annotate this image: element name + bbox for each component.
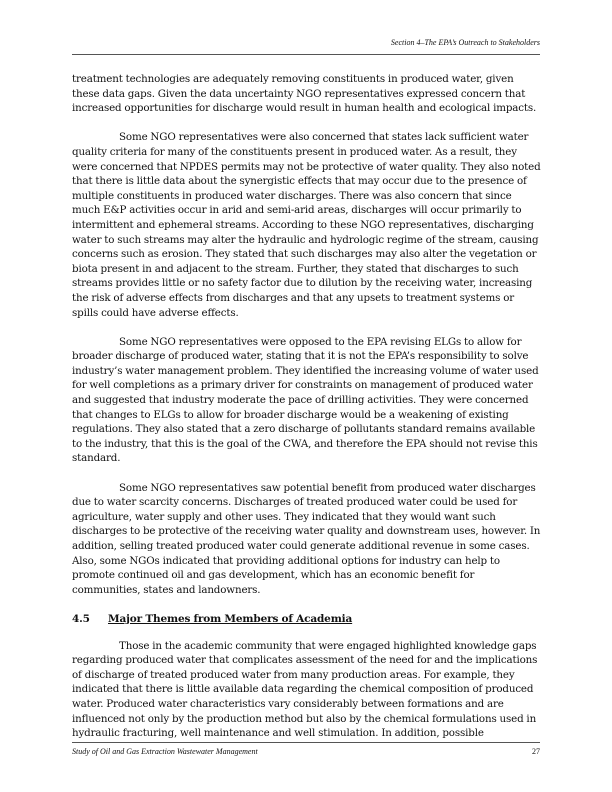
section-heading xyxy=(72,612,542,627)
paragraph-continued: treatment technologies are adequately removing constituents in produced water, given these data gaps. Given the data uncertainty NGO representatives expressed concern that increased opportunities for discharge would result in human health and ecological impacts. xyxy=(72,73,537,115)
running-header-title: Section 4–The EPA’s Outreach to Stakeholders xyxy=(390,38,540,47)
footer-document-title: Study of Oil and Gas Extraction Wastewater Management xyxy=(72,747,258,756)
paragraph-ngo-water-quality: Some NGO representatives were also concerned that states lack sufficient water quality criteria for many of the constituents present in produced water. As a result, they were concerned that NPDES permits may not be protective of water quality. They also noted that there is little data about the synergistic effects that may occur due to the presence of multiple constituents in produced water discharges. There was also concern that since much E&P activities occur in arid and semi-arid areas, discharges will occur primarily to intermittent and ephemeral streams. According to these NGO representatives, discharging water to such streams may alter the hydraulic and hydrologic regime of the stream, causing concerns such as erosion. They stated that such discharges may also alter the vegetation or biota present in and adjacent to the stream. Further, they stated that discharges to such streams provides little or no safety factor due to dilution by the receiving water, increasing the risk of adverse effects from discharges and that any upsets to treatment systems or spills could have adverse effects. xyxy=(72,131,541,319)
page-number: 27 xyxy=(532,747,540,756)
paragraph-academia: Those in the academic community that were engaged highlighted knowledge gaps regarding produced water that complicates assessment of the need for and the implications of discharge of treated produced water from many production areas. For example, they indicated that there is little available data regarding the chemical composition of produced water. Produced water characteristics vary considerably between formations and are influenced not only by the production method but also by the chemical formulations used in hydraulic fracturing, well maintenance and well stimulation. In addition, possible xyxy=(72,639,538,740)
section-title: Major Themes from Members of Academia xyxy=(108,612,353,625)
paragraph-ngo-elg-opposition: Some NGO representatives were opposed to the EPA revising ELGs to allow for broader discharge of produced water, stating that it is not the EPA’s responsibility to solve industry’s water management problem. They identified the increasing volume of water used for well completions as a primary driver for constraints on management of produced water and suggested that industry moderate the pace of drilling activities. They were concerned that changes to ELGs to allow for broader discharge would be a weakening of existing regulations. They also stated that a zero discharge of pollutants standard remains available to the industry, that this is the goal of the CWA, and therefore the EPA should not revise this standard. xyxy=(72,335,539,465)
page-body xyxy=(72,72,542,755)
running-header xyxy=(72,38,540,55)
section-number: 4.5 xyxy=(72,612,90,625)
paragraph-ngo-benefits: Some NGO representatives saw potential benefit from produced water discharges due to water scarcity concerns. Discharges of treated produced water could be used for agriculture, water supply and other uses. They indicated that they would want such discharges to be protective of the receiving water quality and downstream uses, however. In addition, selling treated produced water could generate additional revenue in some cases. Also, some NGOs indicated that providing additional options for industry can help to promote continued oil and gas development, which has an economic benefit for communities, states and landowners. xyxy=(72,481,541,596)
page-footer xyxy=(72,742,540,757)
